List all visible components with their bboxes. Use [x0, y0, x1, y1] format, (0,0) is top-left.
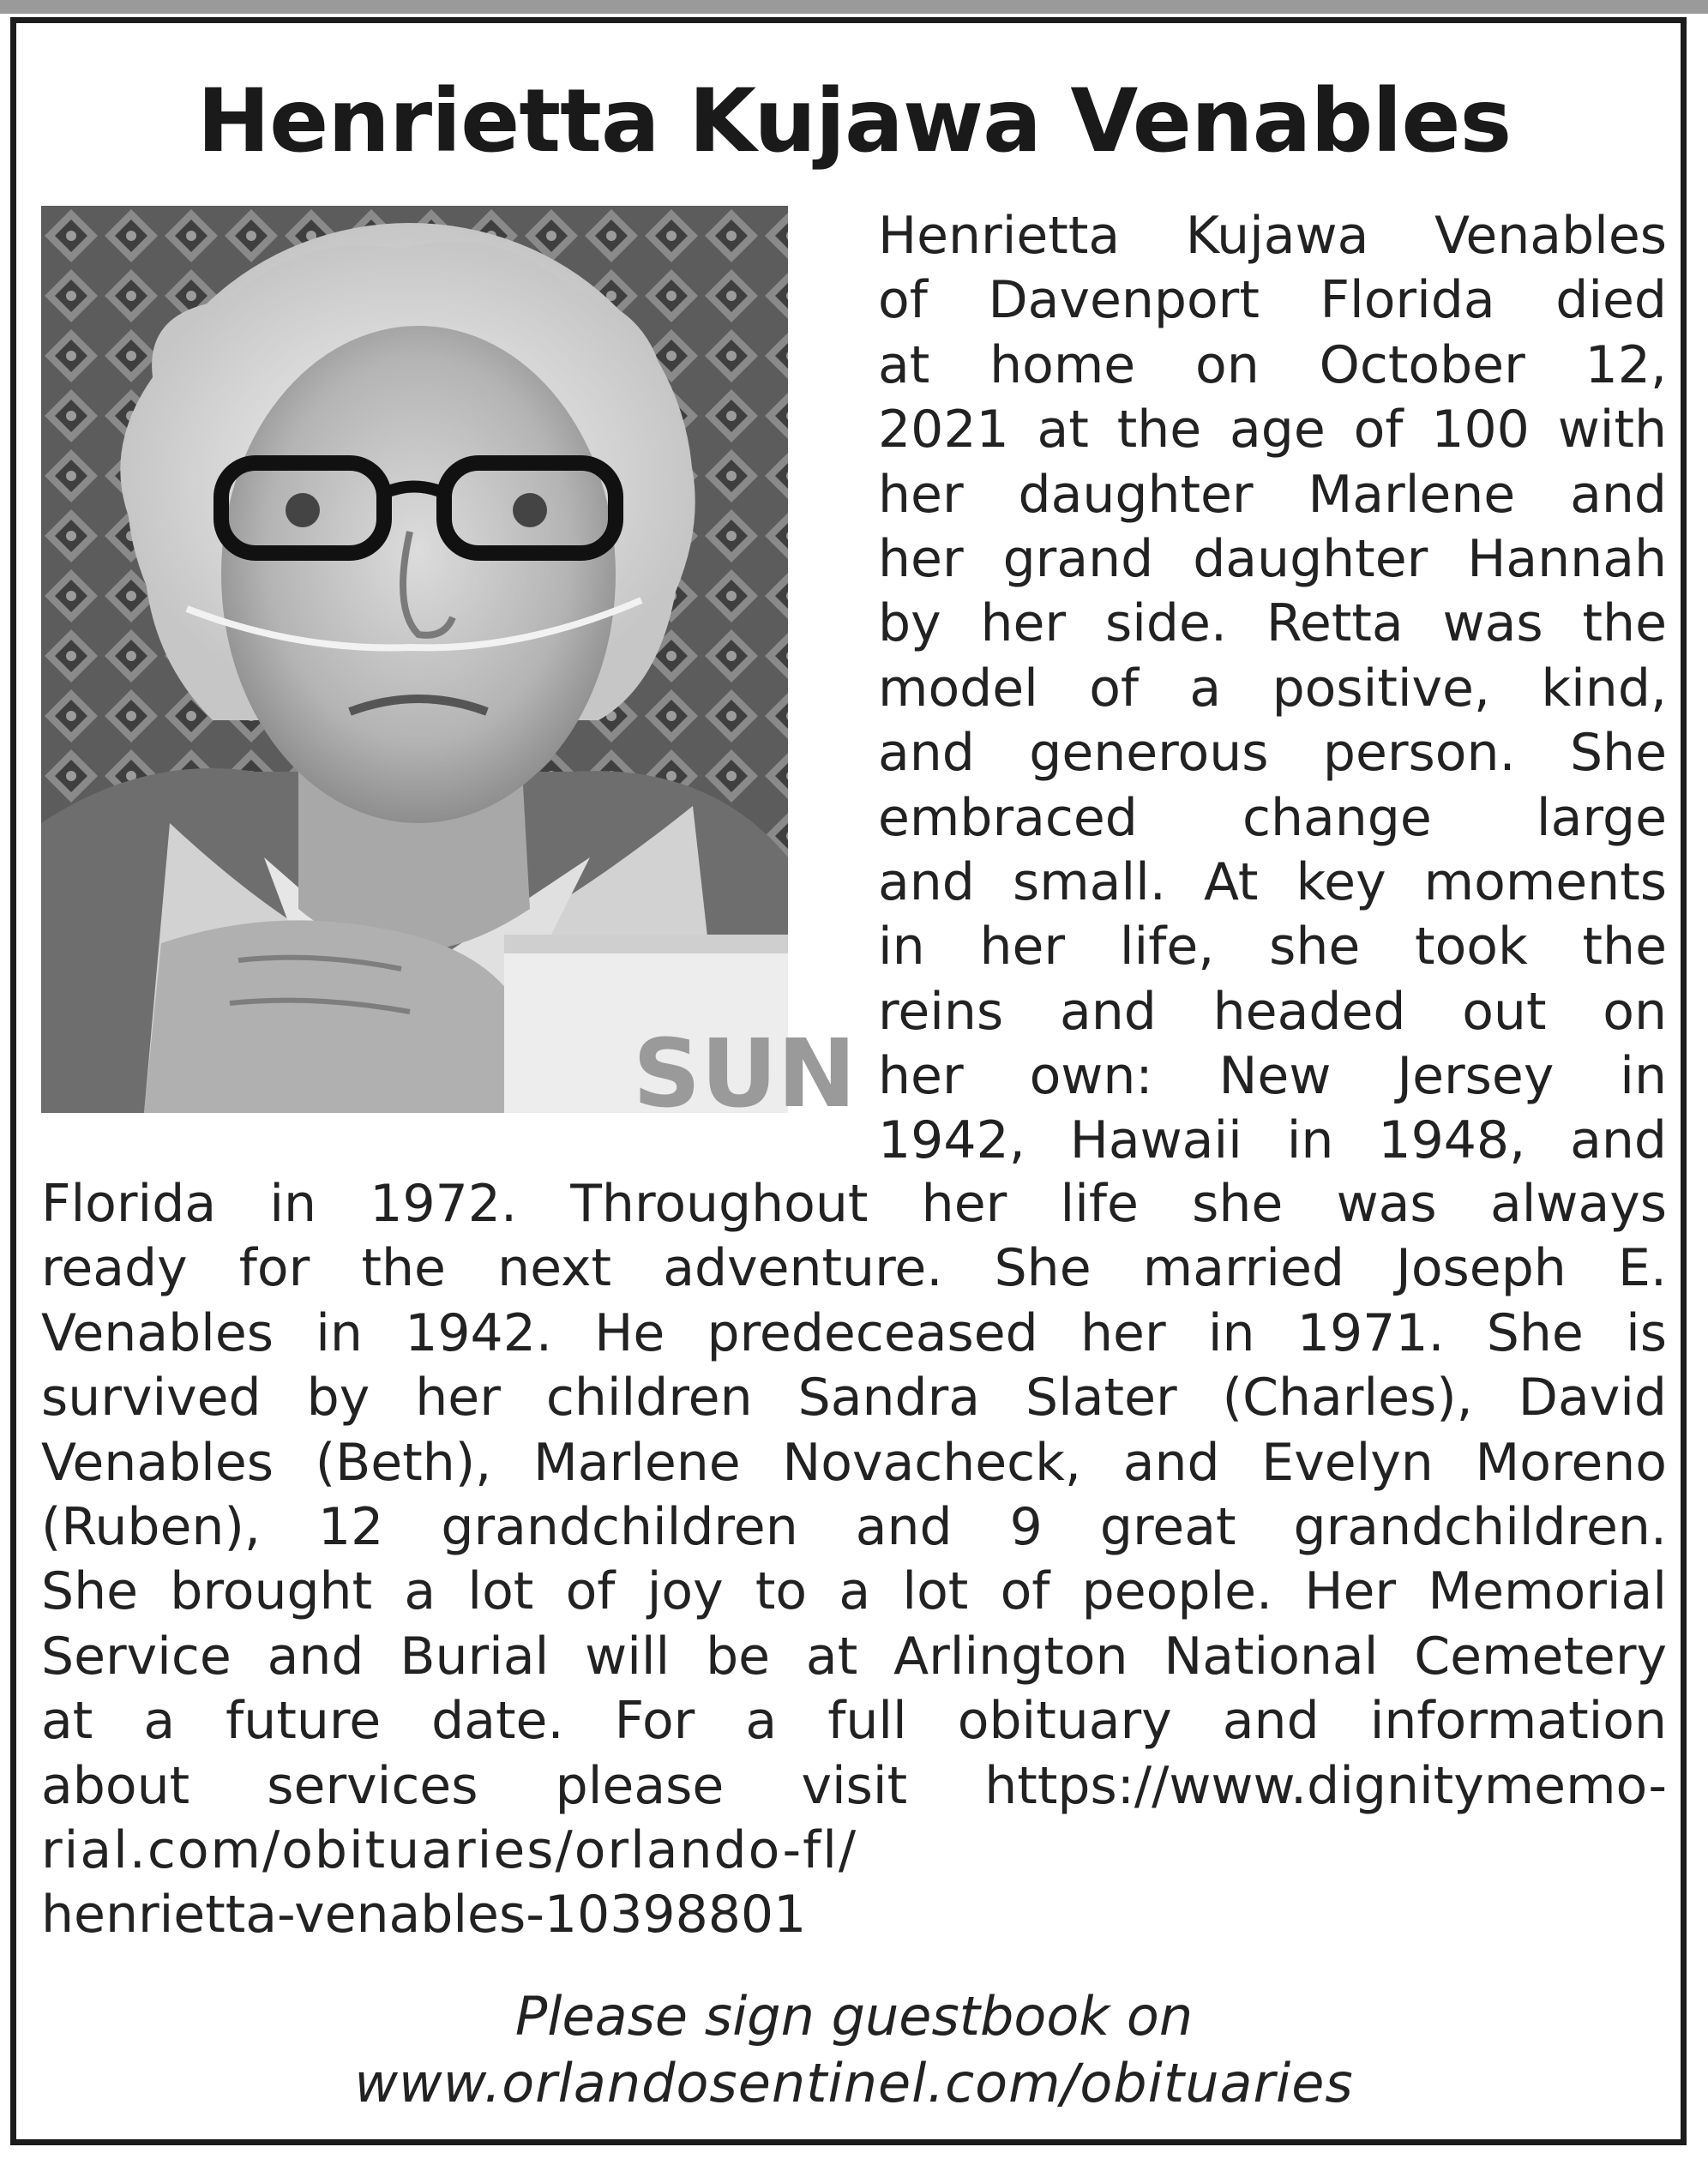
text-line: her daughter Marlene and [878, 464, 1667, 525]
text-line: and generous person. She [878, 723, 1667, 784]
text-line: Florida in 1972. Throughout her life she was always [41, 1174, 1667, 1234]
text-line: at a future date. For a full obituary and information [41, 1691, 1667, 1752]
text-line: rial.com/obituaries/orlando-fl/ [41, 1819, 858, 1880]
text-line: in her life, she took the [878, 917, 1667, 977]
text-line: embraced change large [878, 787, 1667, 848]
text-line: of Davenport Florida died [878, 270, 1667, 331]
text-line: henrietta-venables-10398801 [41, 1885, 807, 1946]
text-line: her own: New Jersey in [878, 1046, 1667, 1107]
obituary-title: Henrietta Kujawa Venables [196, 70, 1512, 172]
text-line: Henrietta Kujawa Venables [878, 206, 1667, 266]
text-line: her grand daughter Hannah [878, 528, 1667, 589]
text-line: 2021 at the age of 100 with [878, 400, 1667, 460]
guestbook-prompt: Please sign guestbook on [514, 1985, 1194, 2048]
text-line: 1942, Hawaii in 1948, and [878, 1110, 1667, 1171]
text-line: She brought a lot of joy to a lot of people. Her Memorial [41, 1561, 1667, 1622]
text-line: model of a positive, kind, [878, 658, 1667, 719]
text-line: Venables (Beth), Marlene Novacheck, and Evelyn Moreno [41, 1432, 1667, 1493]
text-line: Service and Burial will be at Arlington National Cemetery [41, 1626, 1667, 1687]
text-line: at home on October 12, [878, 334, 1667, 395]
text-line: Venables in 1942. He predeceased her in 1971. She is [41, 1302, 1667, 1363]
portrait-photo [41, 206, 857, 1128]
text-line: (Ruben), 12 grandchildren and 9 great grandchildren. [41, 1496, 1667, 1557]
text-line: by her side. Retta was the [878, 593, 1667, 654]
text-line: reins and headed out on [878, 981, 1667, 1042]
text-line: about services please visit https://www.dignitymemo- [41, 1755, 1667, 1816]
obituary-text-side [878, 204, 1667, 1174]
top-rule [0, 0, 1708, 14]
guestbook-url: www.orlandosentinel.com/obituaries [354, 2052, 1354, 2114]
mug-text: SUN [633, 1019, 857, 1128]
obituary-text-full [41, 1172, 1667, 1948]
text-line: and small. At key moments [878, 851, 1667, 912]
text-line: ready for the next adventure. She married Joseph E. [41, 1238, 1667, 1299]
portrait-illustration [41, 206, 857, 1128]
text-line: survived by her children Sandra Slater (Charles), David [41, 1368, 1667, 1428]
